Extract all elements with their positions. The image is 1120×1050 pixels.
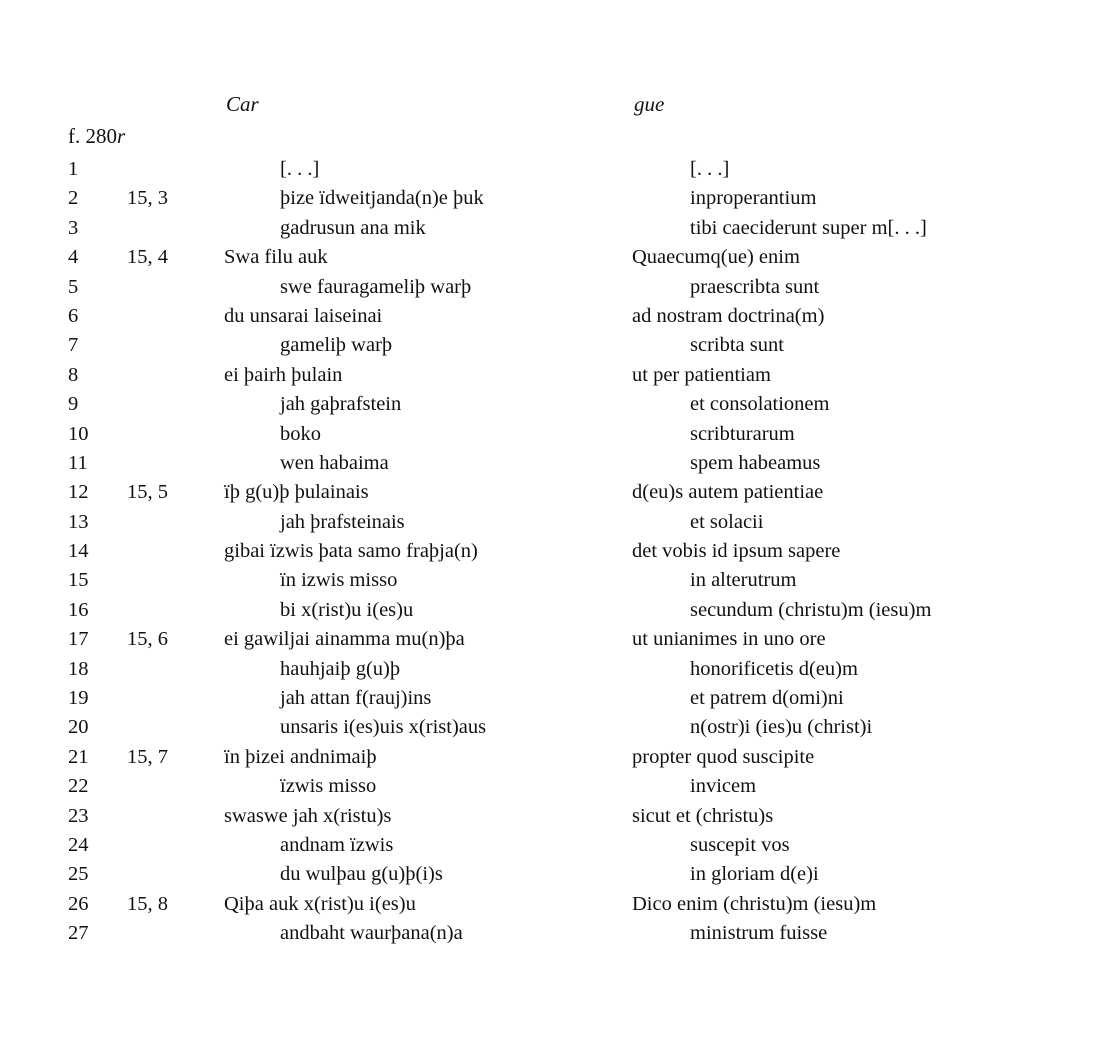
gothic-text: jah attan f(rauj)ins — [280, 687, 432, 710]
text-line — [0, 390, 1120, 419]
text-line — [0, 655, 1120, 684]
line-number: 6 — [68, 304, 79, 327]
gothic-text: wen habaima — [280, 451, 389, 474]
line-number: 24 — [68, 833, 89, 856]
text-line — [0, 361, 1120, 390]
gothic-text: boko — [280, 422, 321, 445]
verse-reference: 15, 4 — [127, 246, 168, 269]
text-line — [0, 802, 1120, 831]
line-number: 5 — [68, 275, 79, 298]
gothic-text: bi x(rist)u i(es)u — [280, 598, 414, 621]
gothic-text: ïn izwis misso — [280, 569, 398, 592]
line-table — [0, 155, 1120, 949]
gothic-text: ïn þizei andnimaiþ — [224, 745, 377, 768]
gothic-text: ei þairh þulain — [224, 363, 343, 386]
latin-text: d(eu)s autem patientiae — [632, 481, 824, 504]
latin-text: in alterutrum — [690, 569, 797, 592]
text-line — [0, 919, 1120, 948]
text-line — [0, 302, 1120, 331]
latin-text: Quaecumq(ue) enim — [632, 246, 800, 269]
line-number: 3 — [68, 216, 79, 239]
line-number: 4 — [68, 246, 79, 269]
gothic-text: gadrusun ana mik — [280, 216, 426, 239]
latin-column-heading: gue — [634, 92, 665, 116]
latin-text: scribturarum — [690, 422, 795, 445]
latin-text: inproperantium — [690, 187, 817, 210]
line-number: 23 — [68, 804, 89, 827]
text-line — [0, 860, 1120, 889]
text-line — [0, 772, 1120, 801]
text-line — [0, 831, 1120, 860]
latin-text: in gloriam d(e)i — [690, 863, 819, 886]
text-line — [0, 537, 1120, 566]
gothic-text: ei gawiljai ainamma mu(n)þa — [224, 628, 465, 651]
gothic-text: andnam ïzwis — [280, 833, 394, 856]
gothic-text: swe fauragameliþ warþ — [280, 275, 472, 298]
gothic-text: swaswe jah x(ristu)s — [224, 804, 392, 827]
verse-reference: 15, 8 — [127, 892, 168, 915]
verse-reference: 15, 6 — [127, 628, 168, 651]
line-number: 2 — [68, 187, 79, 210]
folio-side: r — [117, 124, 126, 148]
gothic-text: du unsarai laiseinai — [224, 304, 383, 327]
gothic-text: ïþ g(u)þ þulainais — [224, 481, 369, 504]
text-line — [0, 743, 1120, 772]
text-line — [0, 625, 1120, 654]
line-number: 14 — [68, 540, 89, 563]
line-number: 18 — [68, 657, 89, 680]
latin-text: invicem — [690, 775, 757, 798]
latin-text: praescribta sunt — [690, 275, 820, 298]
gothic-text: gibai ïzwis þata samo fraþja(n) — [224, 540, 478, 563]
latin-text: secundum (christu)m (iesu)m — [690, 598, 932, 621]
latin-text: propter quod suscipite — [632, 745, 815, 768]
text-line — [0, 890, 1120, 919]
latin-text: tibi caeciderunt super m[. . .] — [690, 216, 927, 239]
latin-text: ad nostram doctrina(m) — [632, 304, 825, 327]
latin-text: et consolationem — [690, 393, 830, 416]
latin-text: Dico enim (christu)m (iesu)m — [632, 892, 877, 915]
gothic-text: ïzwis misso — [280, 775, 377, 798]
gothic-column-heading: Car — [226, 92, 259, 116]
line-number: 9 — [68, 393, 79, 416]
line-number: 15 — [68, 569, 89, 592]
text-line — [0, 184, 1120, 213]
line-number: 17 — [68, 628, 89, 651]
folio-label — [68, 124, 125, 149]
line-number: 19 — [68, 687, 89, 710]
line-number: 26 — [68, 892, 89, 915]
verse-reference: 15, 5 — [127, 481, 168, 504]
latin-text: ut unianimes in uno ore — [632, 628, 826, 651]
text-line — [0, 420, 1120, 449]
latin-text: suscepit vos — [690, 833, 790, 856]
latin-text: ministrum fuisse — [690, 922, 828, 945]
line-number: 12 — [68, 481, 89, 504]
line-number: 20 — [68, 716, 89, 739]
latin-text: honorificetis d(eu)m — [690, 657, 858, 680]
text-line — [0, 713, 1120, 742]
latin-text: ut per patientiam — [632, 363, 771, 386]
verse-reference: 15, 3 — [127, 187, 168, 210]
text-line — [0, 596, 1120, 625]
gothic-text: jah þrafsteinais — [280, 510, 405, 533]
gothic-text: [. . .] — [280, 158, 320, 180]
line-number: 10 — [68, 422, 89, 445]
latin-text: et solacii — [690, 510, 764, 533]
text-line — [0, 331, 1120, 360]
text-line — [0, 155, 1120, 184]
gothic-text: du wulþau g(u)þ(i)s — [280, 863, 443, 886]
text-line — [0, 214, 1120, 243]
latin-text: det vobis id ipsum sapere — [632, 540, 841, 563]
text-line — [0, 566, 1120, 595]
latin-text: n(ostr)i (ies)u (christ)i — [690, 716, 873, 739]
gothic-text: þize ïdweitjanda(n)e þuk — [280, 187, 484, 210]
latin-text: [. . .] — [690, 158, 730, 180]
latin-text: et patrem d(omi)ni — [690, 687, 844, 710]
gothic-text: gameliþ warþ — [280, 334, 393, 357]
text-line — [0, 243, 1120, 272]
line-number: 7 — [68, 334, 79, 357]
line-number: 27 — [68, 922, 89, 945]
line-number: 16 — [68, 598, 89, 621]
gothic-text: Qiþa auk x(rist)u i(es)u — [224, 892, 416, 915]
text-line — [0, 273, 1120, 302]
gothic-text: unsaris i(es)uis x(rist)aus — [280, 716, 487, 739]
line-number: 13 — [68, 510, 89, 533]
text-line — [0, 478, 1120, 507]
latin-text: spem habeamus — [690, 451, 821, 474]
verse-reference: 15, 7 — [127, 745, 168, 768]
line-number: 11 — [68, 451, 88, 474]
folio-number: f. 280 — [68, 124, 117, 148]
gothic-text: andbaht waurþana(n)a — [280, 922, 463, 945]
text-line — [0, 684, 1120, 713]
gothic-text: Swa filu auk — [224, 246, 328, 269]
line-number: 25 — [68, 863, 89, 886]
line-number: 21 — [68, 745, 89, 768]
text-line — [0, 508, 1120, 537]
gothic-text: jah gaþrafstein — [280, 393, 402, 416]
gothic-text: hauhjaiþ g(u)þ — [280, 657, 401, 680]
line-number: 8 — [68, 363, 79, 386]
latin-text: sicut et (christu)s — [632, 804, 774, 827]
text-line — [0, 449, 1120, 478]
line-number: 1 — [68, 158, 79, 180]
line-number: 22 — [68, 775, 89, 798]
latin-text: scribta sunt — [690, 334, 784, 357]
